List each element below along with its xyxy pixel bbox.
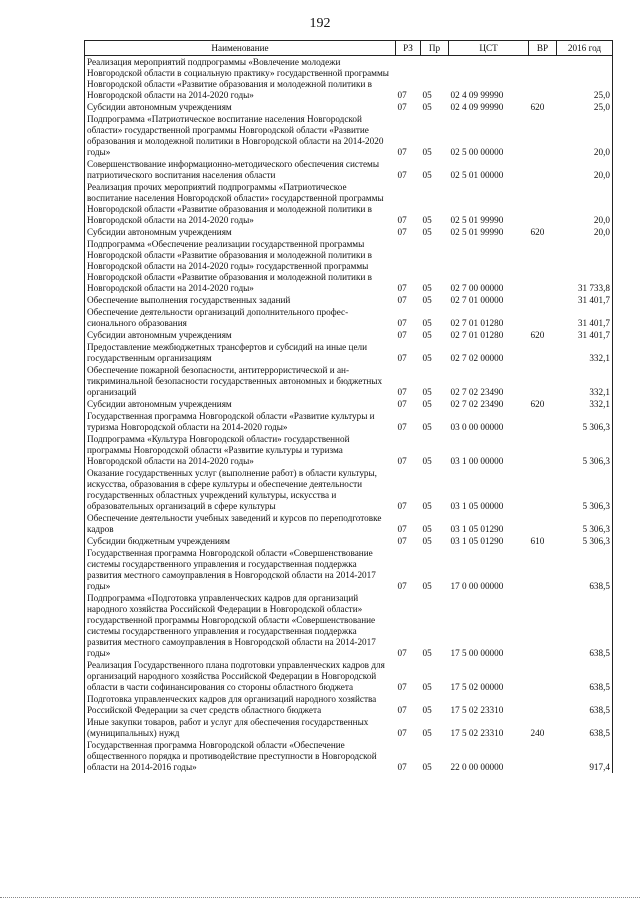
cell-cst: 03 1 00 00000 xyxy=(450,456,504,466)
cell-rz: 07 xyxy=(397,283,407,293)
cell-rz: 07 xyxy=(397,318,407,328)
cell-cst: 17 5 02 23310 xyxy=(450,728,504,738)
cell-pr: 05 xyxy=(422,762,432,772)
cell-name: Реализация Государственного плана подготовки управленческих кадров для организаций народного хозяйства Российской Федерации в Новгородской области в части софинансирования со стороны областного бюджета xyxy=(85,659,396,693)
cell-pr: 05 xyxy=(422,170,432,180)
cell-vr: 610 xyxy=(530,536,545,546)
cell-pr: 05 xyxy=(422,536,432,546)
cell-amount: 5 306,3 xyxy=(557,410,613,433)
table-row xyxy=(85,238,613,294)
cell-amount: 917,4 xyxy=(557,739,613,773)
cell-pr: 05 xyxy=(422,90,432,100)
cell-pr: 05 xyxy=(422,215,432,225)
cell-name: Обеспечение выполнения государственных заданий xyxy=(85,294,396,306)
cell-name: Субсидии автономным учреждениям xyxy=(85,101,396,113)
cell-vr: 620 xyxy=(530,330,545,340)
cell-vr xyxy=(529,739,557,773)
column-header-name: Наименование xyxy=(85,41,396,56)
cell-vr xyxy=(529,592,557,659)
cell-rz: 07 xyxy=(397,536,407,546)
cell-rz: 07 xyxy=(397,524,407,534)
cell-cst: 17 5 02 23310 xyxy=(450,705,504,715)
cell-cst: 02 7 01 01280 xyxy=(450,330,504,340)
cell-amount: 20,0 xyxy=(557,113,613,158)
cell-vr xyxy=(529,113,557,158)
table-header-row xyxy=(85,41,613,56)
cell-amount: 332,1 xyxy=(557,341,613,364)
cell-rz: 07 xyxy=(397,170,407,180)
cell-vr: 620 xyxy=(530,102,545,112)
cell-cst: 02 5 01 99990 xyxy=(450,215,504,225)
cell-name: Обеспечение деятельности учебных заведений и курсов по переподготовке кадров xyxy=(85,512,396,535)
cell-name: Обеспечение деятельности организаций дополнительного профессионального образования xyxy=(85,306,396,329)
table-row xyxy=(85,329,613,341)
table-body xyxy=(85,56,613,774)
cell-cst: 02 7 02 00000 xyxy=(450,353,504,363)
cell-rz: 07 xyxy=(397,422,407,432)
cell-amount: 25,0 xyxy=(557,101,613,113)
cell-cst: 02 4 09 99990 xyxy=(450,90,504,100)
table-row xyxy=(85,512,613,535)
cell-rz: 07 xyxy=(397,147,407,157)
cell-vr: 620 xyxy=(530,227,545,237)
cell-pr: 05 xyxy=(422,283,432,293)
column-header-year: 2016 год xyxy=(557,41,613,56)
cell-vr xyxy=(529,364,557,398)
cell-amount: 5 306,3 xyxy=(557,433,613,467)
cell-vr xyxy=(529,467,557,512)
cell-rz: 07 xyxy=(397,90,407,100)
cell-cst: 02 5 01 00000 xyxy=(450,170,504,180)
cell-cst: 17 0 00 00000 xyxy=(450,581,504,591)
cell-rz: 07 xyxy=(397,762,407,772)
cell-name: Субсидии автономным учреждениям xyxy=(85,226,396,238)
cell-cst: 02 5 01 99990 xyxy=(450,227,504,237)
cell-amount: 638,5 xyxy=(557,592,613,659)
cell-cst: 02 7 00 00000 xyxy=(450,283,504,293)
cell-amount: 20,0 xyxy=(557,158,613,181)
cell-vr xyxy=(529,547,557,592)
cell-cst: 02 7 01 00000 xyxy=(450,295,504,305)
cell-cst: 02 7 02 23490 xyxy=(450,399,504,409)
cell-name: Подпрограмма «Подготовка управленческих кадров для организаций народного хозяйства Российской Федерации в Новгородской области» государственной программы Новгородской области «Совершенствование системы государственного управления и государственная поддержка развития местного самоуправления в Новгородской области на 2014-2017 годы» xyxy=(85,592,396,659)
cell-pr: 05 xyxy=(422,387,432,397)
cell-cst: 02 7 02 23490 xyxy=(450,387,504,397)
table-row xyxy=(85,101,613,113)
cell-pr: 05 xyxy=(422,102,432,112)
cell-rz: 07 xyxy=(397,648,407,658)
cell-vr xyxy=(529,410,557,433)
cell-rz: 07 xyxy=(397,353,407,363)
cell-pr: 05 xyxy=(422,524,432,534)
cell-rz: 07 xyxy=(397,705,407,715)
column-header-cst: ЦСТ xyxy=(449,41,529,56)
cell-amount: 332,1 xyxy=(557,364,613,398)
column-header-pr: Пр xyxy=(421,41,449,56)
cell-rz: 07 xyxy=(397,295,407,305)
cell-pr: 05 xyxy=(422,456,432,466)
page-bottom-divider xyxy=(0,897,640,898)
table-row xyxy=(85,56,613,102)
cell-amount: 20,0 xyxy=(557,181,613,226)
cell-vr xyxy=(529,158,557,181)
cell-name: Государственная программа Новгородской области «Развитие культуры и туризма Новгородской области на 2014-2020 годы» xyxy=(85,410,396,433)
cell-rz: 07 xyxy=(397,682,407,692)
cell-vr xyxy=(529,238,557,294)
cell-vr xyxy=(529,181,557,226)
table-row xyxy=(85,113,613,158)
table-row xyxy=(85,535,613,547)
cell-amount: 638,5 xyxy=(557,693,613,716)
cell-rz: 07 xyxy=(397,215,407,225)
cell-cst: 02 5 00 00000 xyxy=(450,147,504,157)
cell-amount: 31 401,7 xyxy=(557,306,613,329)
cell-pr: 05 xyxy=(422,295,432,305)
cell-rz: 07 xyxy=(397,387,407,397)
cell-name: Обеспечение пожарной безопасности, антитеррористической и антикриминальной безопасности государственных автономных и бюджетных организаций xyxy=(85,364,396,398)
cell-rz: 07 xyxy=(397,456,407,466)
cell-cst: 22 0 00 00000 xyxy=(450,762,504,772)
table-row xyxy=(85,306,613,329)
column-header-vr: ВР xyxy=(529,41,557,56)
table-row xyxy=(85,158,613,181)
cell-amount: 31 733,8 xyxy=(557,238,613,294)
table-row xyxy=(85,592,613,659)
cell-name: Реализация прочих мероприятий подпрограммы «Патриотическое воспитание населения Новгородской области» государственной программы Новгородской области «Развитие образования и молодежной политики в Новгородской области на 2014-2020 годы» xyxy=(85,181,396,226)
cell-name: Государственная программа Новгородской области «Совершенствование системы государственного управления и государственная поддержка развития местного самоуправления в Новгородской области на 2014-2017 годы» xyxy=(85,547,396,592)
cell-pr: 05 xyxy=(422,581,432,591)
cell-vr xyxy=(529,693,557,716)
table-row xyxy=(85,410,613,433)
cell-pr: 05 xyxy=(422,318,432,328)
cell-rz: 07 xyxy=(397,399,407,409)
cell-pr: 05 xyxy=(422,682,432,692)
cell-name: Субсидии бюджетным учреждениям xyxy=(85,535,396,547)
table-row xyxy=(85,693,613,716)
cell-rz: 07 xyxy=(397,227,407,237)
cell-vr xyxy=(529,294,557,306)
table-row xyxy=(85,433,613,467)
table-row xyxy=(85,226,613,238)
cell-amount: 31 401,7 xyxy=(557,294,613,306)
cell-vr xyxy=(529,512,557,535)
cell-name: Иные закупки товаров, работ и услуг для обеспечения государственных (муниципальных) нужд xyxy=(85,716,396,739)
cell-amount: 20,0 xyxy=(557,226,613,238)
cell-name: Совершенствование информационно-методического обеспечения системы патриотического воспитания населения области xyxy=(85,158,396,181)
cell-name: Субсидии автономным учреждениям xyxy=(85,329,396,341)
table-row xyxy=(85,659,613,693)
table-row xyxy=(85,341,613,364)
cell-pr: 05 xyxy=(422,501,432,511)
table-row xyxy=(85,716,613,739)
cell-pr: 05 xyxy=(422,353,432,363)
cell-cst: 17 5 00 00000 xyxy=(450,648,504,658)
cell-pr: 05 xyxy=(422,399,432,409)
cell-cst: 02 7 01 01280 xyxy=(450,318,504,328)
page-number: 192 xyxy=(309,16,331,31)
cell-pr: 05 xyxy=(422,648,432,658)
cell-amount: 638,5 xyxy=(557,547,613,592)
cell-name: Реализация мероприятий подпрограммы «Вовлечение молодежи Новгородской области в социальную практику» государственной программы Новгородской области «Развитие образования и молодежной политики в Новгородской области на 2014-2020 годы» xyxy=(85,56,396,102)
cell-vr xyxy=(529,341,557,364)
cell-name: Подпрограмма «Патриотическое воспитание населения Новгородской области» государственной программы Новгородской области «Развитие образования и молодежной политики в Новгородской области на 2014-2020 годы» xyxy=(85,113,396,158)
table-row xyxy=(85,547,613,592)
cell-rz: 07 xyxy=(397,728,407,738)
cell-amount: 332,1 xyxy=(557,398,613,410)
cell-name: Предоставление межбюджетных трансфертов и субсидий на иные цели государственным организациям xyxy=(85,341,396,364)
cell-cst: 03 1 05 01290 xyxy=(450,524,504,534)
cell-vr xyxy=(529,433,557,467)
cell-cst: 17 5 02 00000 xyxy=(450,682,504,692)
cell-pr: 05 xyxy=(422,728,432,738)
cell-amount: 5 306,3 xyxy=(557,535,613,547)
cell-name: Субсидии автономным учреждениям xyxy=(85,398,396,410)
cell-rz: 07 xyxy=(397,102,407,112)
cell-cst: 02 4 09 99990 xyxy=(450,102,504,112)
table-row xyxy=(85,294,613,306)
cell-pr: 05 xyxy=(422,422,432,432)
table-row xyxy=(85,467,613,512)
column-header-rz: РЗ xyxy=(396,41,421,56)
cell-pr: 05 xyxy=(422,705,432,715)
cell-amount: 638,5 xyxy=(557,659,613,693)
cell-name: Государственная программа Новгородской области «Обеспечение общественного порядка и противодействие преступности в Новгородской области на 2014-2016 годы» xyxy=(85,739,396,773)
cell-pr: 05 xyxy=(422,330,432,340)
cell-vr xyxy=(529,306,557,329)
cell-amount: 5 306,3 xyxy=(557,467,613,512)
cell-cst: 03 0 00 00000 xyxy=(450,422,504,432)
cell-pr: 05 xyxy=(422,227,432,237)
cell-name: Подпрограмма «Обеспечение реализации государственной программы Новгородской области «Развитие образования и молодежной политики в Новгородской области на 2014-2020 годы» государственной программы Новгородской области «Развитие образования и молодежной политики в Новгородской области на 2014-2020 годы» xyxy=(85,238,396,294)
cell-name: Оказание государственных услуг (выполнение работ) в области культуры, искусства, образования в сфере культуры и обеспечение деятельности государственных областных учреждений культуры, искусства и образовательных организаций в сфере культуры xyxy=(85,467,396,512)
cell-rz: 07 xyxy=(397,330,407,340)
cell-amount: 25,0 xyxy=(557,56,613,102)
cell-vr xyxy=(529,659,557,693)
cell-rz: 07 xyxy=(397,581,407,591)
cell-vr xyxy=(529,56,557,102)
cell-pr: 05 xyxy=(422,147,432,157)
cell-vr: 240 xyxy=(530,728,545,738)
table-row xyxy=(85,398,613,410)
cell-name: Подготовка управленческих кадров для организаций народного хозяйства Российской Федерации за счет средств областного бюджета xyxy=(85,693,396,716)
table-row xyxy=(85,364,613,398)
budget-table xyxy=(84,40,613,773)
cell-cst: 03 1 05 01290 xyxy=(450,536,504,546)
cell-rz: 07 xyxy=(397,501,407,511)
table-row xyxy=(85,739,613,773)
cell-amount: 31 401,7 xyxy=(557,329,613,341)
cell-amount: 5 306,3 xyxy=(557,512,613,535)
cell-name: Подпрограмма «Культура Новгородской области» государственной программы Новгородской области «Развитие культуры и туризма Новгородской области на 2014-2020 годы» xyxy=(85,433,396,467)
cell-cst: 03 1 05 00000 xyxy=(450,501,504,511)
table-row xyxy=(85,181,613,226)
cell-vr: 620 xyxy=(530,399,545,409)
cell-amount: 638,5 xyxy=(557,716,613,739)
